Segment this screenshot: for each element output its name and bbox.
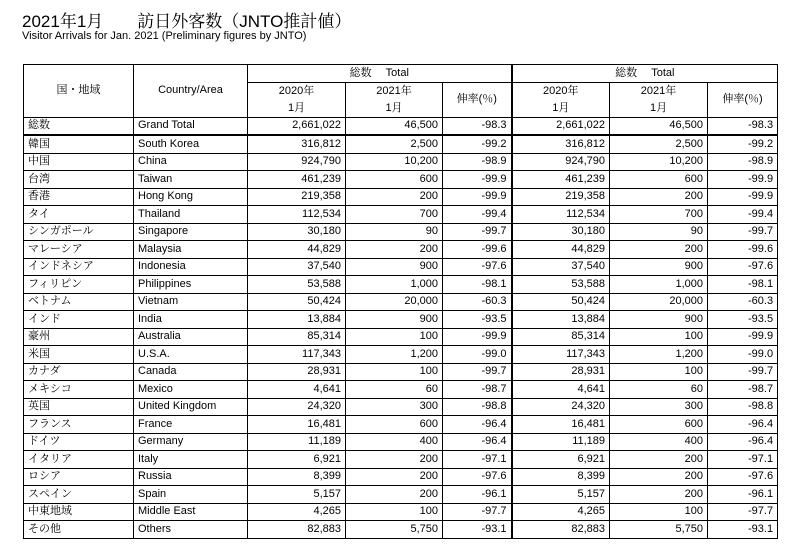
header-region-en: Country/Area bbox=[134, 65, 248, 118]
region-en-cell: Italy bbox=[134, 451, 248, 469]
visitors-2020-cell: 117,343 bbox=[248, 346, 346, 364]
visitors-2021-cell: 10,200 bbox=[610, 153, 708, 171]
visitors-2020-cell: 50,424 bbox=[512, 293, 610, 311]
table-row bbox=[24, 241, 778, 259]
table-row bbox=[24, 521, 778, 539]
region-jp-cell: メキシコ bbox=[24, 381, 134, 399]
table-row bbox=[24, 503, 778, 521]
visitors-2020-cell: 44,829 bbox=[248, 241, 346, 259]
table-row bbox=[24, 486, 778, 504]
region-en-cell: Grand Total bbox=[134, 117, 248, 135]
header-year: 2020年 bbox=[278, 84, 315, 97]
region-jp-cell: 英国 bbox=[24, 398, 134, 416]
visitors-2020-cell: 4,641 bbox=[512, 381, 610, 399]
region-en-cell: Hong Kong bbox=[134, 188, 248, 206]
visitors-2020-cell: 6,921 bbox=[512, 451, 610, 469]
visitors-2020-cell: 461,239 bbox=[248, 171, 346, 189]
growth-rate-cell: -96.4 bbox=[443, 433, 512, 451]
visitors-2020-cell: 24,320 bbox=[512, 398, 610, 416]
visitors-2020-cell: 85,314 bbox=[248, 328, 346, 346]
table-row bbox=[24, 153, 778, 171]
visitors-2021-cell: 1,000 bbox=[610, 276, 708, 294]
region-en-cell: Others bbox=[134, 521, 248, 539]
visitors-2021-cell: 5,750 bbox=[610, 521, 708, 539]
visitors-2020-cell: 37,540 bbox=[248, 258, 346, 276]
table-row bbox=[24, 416, 778, 434]
table-row bbox=[24, 117, 778, 135]
header-year: 2020年 bbox=[543, 84, 579, 97]
visitors-2020-cell: 44,829 bbox=[512, 241, 610, 259]
growth-rate-cell: -97.1 bbox=[708, 451, 778, 469]
growth-rate-cell: -99.9 bbox=[708, 171, 778, 189]
visitors-2021-cell: 90 bbox=[610, 223, 708, 241]
visitors-2021-cell: 200 bbox=[346, 486, 443, 504]
growth-rate-cell: -99.9 bbox=[443, 328, 512, 346]
visitors-2020-cell: 85,314 bbox=[512, 328, 610, 346]
visitors-2021-cell: 10,200 bbox=[346, 153, 443, 171]
table-row bbox=[24, 398, 778, 416]
visitors-2021-cell: 700 bbox=[610, 206, 708, 224]
visitors-2020-cell: 28,931 bbox=[248, 363, 346, 381]
visitors-2021-cell: 900 bbox=[346, 258, 443, 276]
region-jp-cell: インド bbox=[24, 311, 134, 329]
visitors-2020-cell: 8,399 bbox=[512, 468, 610, 486]
table-row bbox=[24, 311, 778, 329]
visitors-2021-cell: 20,000 bbox=[610, 293, 708, 311]
region-jp-cell: 米国 bbox=[24, 346, 134, 364]
header-month: 1月 bbox=[287, 101, 306, 114]
visitors-2021-cell: 100 bbox=[610, 363, 708, 381]
growth-rate-cell: -99.2 bbox=[443, 135, 512, 153]
growth-rate-cell: -97.6 bbox=[443, 468, 512, 486]
visitors-2021-cell: 90 bbox=[346, 223, 443, 241]
visitors-2020-cell: 112,534 bbox=[248, 206, 346, 224]
header-rate-right: 伸率(％) bbox=[708, 82, 778, 117]
growth-rate-cell: -99.0 bbox=[443, 346, 512, 364]
growth-rate-cell: -96.1 bbox=[443, 486, 512, 504]
visitors-2021-cell: 900 bbox=[610, 258, 708, 276]
visitors-2020-cell: 8,399 bbox=[248, 468, 346, 486]
region-jp-cell: 総数 bbox=[24, 117, 134, 135]
region-en-cell: Germany bbox=[134, 433, 248, 451]
visitors-2021-cell: 600 bbox=[610, 171, 708, 189]
growth-rate-cell: -97.6 bbox=[443, 258, 512, 276]
growth-rate-cell: -98.9 bbox=[443, 153, 512, 171]
visitors-2021-cell: 1,200 bbox=[610, 346, 708, 364]
visitors-2020-cell: 11,189 bbox=[512, 433, 610, 451]
visitors-2020-cell: 13,884 bbox=[248, 311, 346, 329]
growth-rate-cell: -93.1 bbox=[443, 521, 512, 539]
visitors-2020-cell: 4,641 bbox=[248, 381, 346, 399]
region-jp-cell: インドネシア bbox=[24, 258, 134, 276]
region-en-cell: South Korea bbox=[134, 135, 248, 153]
region-en-cell: United Kingdom bbox=[134, 398, 248, 416]
page-subtitle: Visitor Arrivals for Jan. 2021 (Preliminary figures by JNTO) bbox=[22, 30, 307, 42]
visitors-2021-cell: 5,750 bbox=[346, 521, 443, 539]
header-region-jp: 国・地域 bbox=[24, 65, 134, 118]
table-row bbox=[24, 258, 778, 276]
visitors-2021-cell: 100 bbox=[346, 363, 443, 381]
table-row bbox=[24, 381, 778, 399]
growth-rate-cell: -99.6 bbox=[708, 241, 778, 259]
visitors-2020-cell: 16,481 bbox=[248, 416, 346, 434]
header-row-top bbox=[24, 65, 778, 83]
visitors-2020-cell: 53,588 bbox=[248, 276, 346, 294]
visitors-2021-cell: 1,200 bbox=[346, 346, 443, 364]
visitors-2020-cell: 112,534 bbox=[512, 206, 610, 224]
visitors-2020-cell: 924,790 bbox=[248, 153, 346, 171]
visitors-2020-cell: 2,661,022 bbox=[248, 117, 346, 135]
header-group-total-left: 総数 Total bbox=[248, 65, 512, 83]
region-en-cell: Indonesia bbox=[134, 258, 248, 276]
visitors-2020-cell: 461,239 bbox=[512, 171, 610, 189]
table-row bbox=[24, 293, 778, 311]
region-jp-cell: 中東地域 bbox=[24, 503, 134, 521]
visitors-2020-cell: 53,588 bbox=[512, 276, 610, 294]
growth-rate-cell: -99.9 bbox=[443, 171, 512, 189]
visitors-2020-cell: 28,931 bbox=[512, 363, 610, 381]
header-2021-right bbox=[610, 82, 708, 117]
visitors-2020-cell: 11,189 bbox=[248, 433, 346, 451]
growth-rate-cell: -97.1 bbox=[443, 451, 512, 469]
header-year: 2021年 bbox=[640, 84, 677, 97]
growth-rate-cell: -99.9 bbox=[708, 188, 778, 206]
growth-rate-cell: -60.3 bbox=[443, 293, 512, 311]
region-jp-cell: 香港 bbox=[24, 188, 134, 206]
visitors-2020-cell: 16,481 bbox=[512, 416, 610, 434]
growth-rate-cell: -98.9 bbox=[708, 153, 778, 171]
visitors-2020-cell: 5,157 bbox=[248, 486, 346, 504]
visitors-2020-cell: 4,265 bbox=[248, 503, 346, 521]
growth-rate-cell: -99.4 bbox=[708, 206, 778, 224]
visitors-2020-cell: 30,180 bbox=[248, 223, 346, 241]
visitors-2021-cell: 60 bbox=[346, 381, 443, 399]
visitors-2021-cell: 100 bbox=[610, 328, 708, 346]
growth-rate-cell: -60.3 bbox=[708, 293, 778, 311]
visitors-2021-cell: 100 bbox=[346, 503, 443, 521]
growth-rate-cell: -97.6 bbox=[708, 468, 778, 486]
region-jp-cell: シンガポール bbox=[24, 223, 134, 241]
region-jp-cell: 韓国 bbox=[24, 135, 134, 153]
growth-rate-cell: -99.9 bbox=[443, 188, 512, 206]
visitors-2021-cell: 400 bbox=[610, 433, 708, 451]
header-month: 1月 bbox=[552, 101, 570, 114]
region-en-cell: Middle East bbox=[134, 503, 248, 521]
visitors-2020-cell: 117,343 bbox=[512, 346, 610, 364]
growth-rate-cell: -93.1 bbox=[708, 521, 778, 539]
visitors-2021-cell: 200 bbox=[610, 486, 708, 504]
region-en-cell: Malaysia bbox=[134, 241, 248, 259]
table-body bbox=[24, 117, 778, 538]
visitors-2021-cell: 46,500 bbox=[610, 117, 708, 135]
growth-rate-cell: -99.7 bbox=[443, 223, 512, 241]
growth-rate-cell: -99.7 bbox=[708, 223, 778, 241]
visitors-2021-cell: 20,000 bbox=[346, 293, 443, 311]
table-row bbox=[24, 363, 778, 381]
table-row bbox=[24, 135, 778, 153]
growth-rate-cell: -96.4 bbox=[708, 416, 778, 434]
region-jp-cell: 豪州 bbox=[24, 328, 134, 346]
region-en-cell: Russia bbox=[134, 468, 248, 486]
region-en-cell: Canada bbox=[134, 363, 248, 381]
header-month: 1月 bbox=[649, 101, 668, 114]
visitors-2020-cell: 24,320 bbox=[248, 398, 346, 416]
visitors-2020-cell: 219,358 bbox=[248, 188, 346, 206]
table-row bbox=[24, 433, 778, 451]
region-jp-cell: ベトナム bbox=[24, 293, 134, 311]
growth-rate-cell: -99.2 bbox=[708, 135, 778, 153]
region-jp-cell: フランス bbox=[24, 416, 134, 434]
table-row bbox=[24, 468, 778, 486]
visitors-2021-cell: 200 bbox=[610, 468, 708, 486]
growth-rate-cell: -98.3 bbox=[708, 117, 778, 135]
growth-rate-cell: -97.6 bbox=[708, 258, 778, 276]
header-2020-right bbox=[512, 82, 610, 117]
visitors-2020-cell: 2,661,022 bbox=[512, 117, 610, 135]
visitors-2021-cell: 700 bbox=[346, 206, 443, 224]
table-row bbox=[24, 223, 778, 241]
growth-rate-cell: -99.6 bbox=[443, 241, 512, 259]
region-jp-cell: 中国 bbox=[24, 153, 134, 171]
header-rate-left: 伸率(％) bbox=[443, 82, 512, 117]
growth-rate-cell: -96.4 bbox=[708, 433, 778, 451]
region-en-cell: France bbox=[134, 416, 248, 434]
visitors-2021-cell: 2,500 bbox=[346, 135, 443, 153]
page-title: 2021年1月 訪日外客数（JNTO推計値） bbox=[22, 12, 352, 31]
visitors-2021-cell: 1,000 bbox=[346, 276, 443, 294]
visitors-2021-cell: 600 bbox=[346, 416, 443, 434]
visitors-2020-cell: 37,540 bbox=[512, 258, 610, 276]
region-en-cell: Thailand bbox=[134, 206, 248, 224]
growth-rate-cell: -98.8 bbox=[708, 398, 778, 416]
region-en-cell: Australia bbox=[134, 328, 248, 346]
region-jp-cell: 台湾 bbox=[24, 171, 134, 189]
visitors-2021-cell: 200 bbox=[346, 241, 443, 259]
visitors-2020-cell: 924,790 bbox=[512, 153, 610, 171]
region-jp-cell: フィリピン bbox=[24, 276, 134, 294]
region-en-cell: Spain bbox=[134, 486, 248, 504]
visitors-2021-cell: 200 bbox=[346, 188, 443, 206]
visitors-2021-cell: 60 bbox=[610, 381, 708, 399]
region-en-cell: China bbox=[134, 153, 248, 171]
visitors-2020-cell: 219,358 bbox=[512, 188, 610, 206]
visitors-2021-cell: 600 bbox=[610, 416, 708, 434]
growth-rate-cell: -93.5 bbox=[708, 311, 778, 329]
visitors-2021-cell: 200 bbox=[346, 468, 443, 486]
visitors-2021-cell: 200 bbox=[610, 188, 708, 206]
visitors-2021-cell: 600 bbox=[346, 171, 443, 189]
region-en-cell: Mexico bbox=[134, 381, 248, 399]
growth-rate-cell: -98.7 bbox=[708, 381, 778, 399]
region-jp-cell: その他 bbox=[24, 521, 134, 539]
visitors-2021-cell: 200 bbox=[610, 451, 708, 469]
growth-rate-cell: -99.7 bbox=[708, 363, 778, 381]
growth-rate-cell: -99.7 bbox=[443, 363, 512, 381]
region-jp-cell: ドイツ bbox=[24, 433, 134, 451]
table-row bbox=[24, 206, 778, 224]
region-en-cell: Philippines bbox=[134, 276, 248, 294]
growth-rate-cell: -98.1 bbox=[708, 276, 778, 294]
region-en-cell: Taiwan bbox=[134, 171, 248, 189]
region-jp-cell: イタリア bbox=[24, 451, 134, 469]
region-en-cell: India bbox=[134, 311, 248, 329]
visitors-2020-cell: 82,883 bbox=[512, 521, 610, 539]
table-row bbox=[24, 451, 778, 469]
region-jp-cell: マレーシア bbox=[24, 241, 134, 259]
table-row bbox=[24, 346, 778, 364]
region-jp-cell: スペイン bbox=[24, 486, 134, 504]
region-en-cell: Vietnam bbox=[134, 293, 248, 311]
growth-rate-cell: -96.4 bbox=[443, 416, 512, 434]
growth-rate-cell: -97.7 bbox=[443, 503, 512, 521]
growth-rate-cell: -98.7 bbox=[443, 381, 512, 399]
visitors-2021-cell: 2,500 bbox=[610, 135, 708, 153]
visitors-2020-cell: 82,883 bbox=[248, 521, 346, 539]
region-jp-cell: タイ bbox=[24, 206, 134, 224]
visitors-2021-cell: 200 bbox=[610, 241, 708, 259]
growth-rate-cell: -99.4 bbox=[443, 206, 512, 224]
visitors-2020-cell: 13,884 bbox=[512, 311, 610, 329]
visitors-2020-cell: 6,921 bbox=[248, 451, 346, 469]
visitors-2021-cell: 300 bbox=[346, 398, 443, 416]
table-row bbox=[24, 328, 778, 346]
growth-rate-cell: -97.7 bbox=[708, 503, 778, 521]
header-group-total-right: 総数 Total bbox=[512, 65, 778, 83]
visitors-2020-cell: 4,265 bbox=[512, 503, 610, 521]
header-2020-left bbox=[248, 82, 346, 117]
visitors-2021-cell: 400 bbox=[346, 433, 443, 451]
region-jp-cell: ロシア bbox=[24, 468, 134, 486]
growth-rate-cell: -93.5 bbox=[443, 311, 512, 329]
visitors-2021-cell: 300 bbox=[610, 398, 708, 416]
growth-rate-cell: -99.0 bbox=[708, 346, 778, 364]
visitors-2021-cell: 900 bbox=[610, 311, 708, 329]
visitors-2021-cell: 100 bbox=[346, 328, 443, 346]
growth-rate-cell: -98.1 bbox=[443, 276, 512, 294]
growth-rate-cell: -98.8 bbox=[443, 398, 512, 416]
visitors-2021-cell: 200 bbox=[346, 451, 443, 469]
region-en-cell: U.S.A. bbox=[134, 346, 248, 364]
visitors-2021-cell: 46,500 bbox=[346, 117, 443, 135]
growth-rate-cell: -96.1 bbox=[708, 486, 778, 504]
table-row bbox=[24, 276, 778, 294]
table-row bbox=[24, 188, 778, 206]
arrivals-table bbox=[23, 64, 778, 539]
table-row bbox=[24, 171, 778, 189]
visitors-2020-cell: 316,812 bbox=[512, 135, 610, 153]
visitors-2020-cell: 30,180 bbox=[512, 223, 610, 241]
header-month: 1月 bbox=[385, 101, 403, 114]
region-jp-cell: カナダ bbox=[24, 363, 134, 381]
visitors-2020-cell: 5,157 bbox=[512, 486, 610, 504]
visitors-2021-cell: 100 bbox=[610, 503, 708, 521]
region-en-cell: Singapore bbox=[134, 223, 248, 241]
visitors-2020-cell: 316,812 bbox=[248, 135, 346, 153]
header-year: 2021年 bbox=[376, 84, 412, 97]
header-2021-left bbox=[346, 82, 443, 117]
visitors-2020-cell: 50,424 bbox=[248, 293, 346, 311]
growth-rate-cell: -99.9 bbox=[708, 328, 778, 346]
visitors-2021-cell: 900 bbox=[346, 311, 443, 329]
growth-rate-cell: -98.3 bbox=[443, 117, 512, 135]
